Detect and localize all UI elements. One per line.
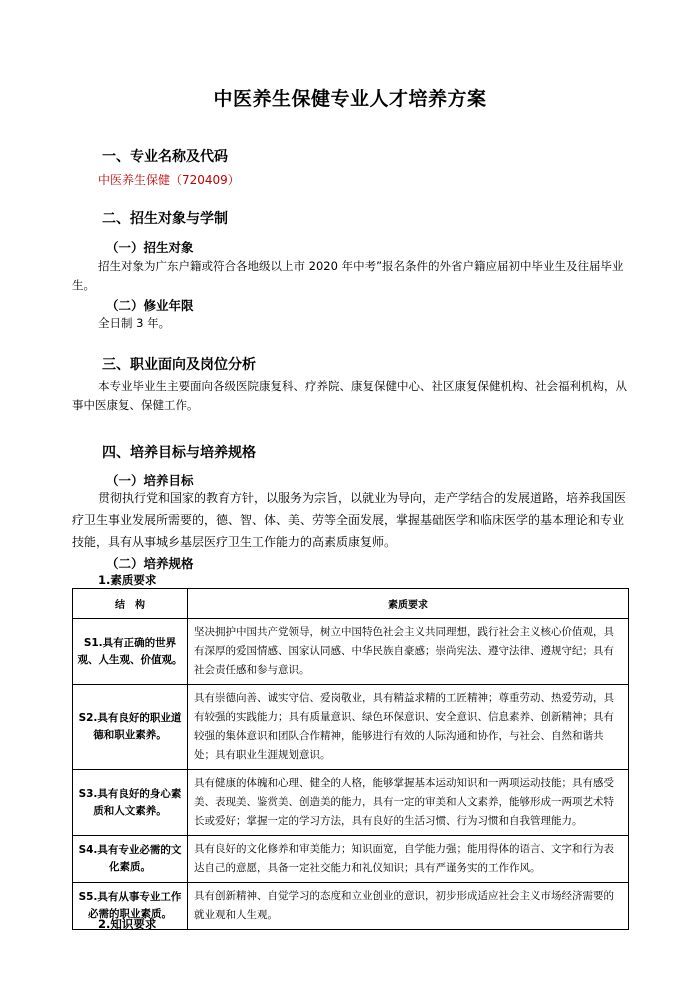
table-row [73,619,629,685]
table-row [73,836,629,883]
document-title: 中医养生保健专业人才培养方案 [213,88,487,110]
section-2-sub2-heading: （二）修业年限 [106,298,194,313]
section-4-heading: 四、培养目标与培养规格 [102,445,256,461]
row-requirement: 坚决拥护中国共产党领导，树立中国特色社会主义共同理想，践行社会主义核心价值观，具有深厚的爱国情感、国家认同感、中华民族自豪感；崇尚宪法、遵守法律、遵规守纪；具有社会责任感和参与意识。 [188,619,629,685]
row-structure: S3.具有良好的身心素质和人文素养。 [73,770,188,836]
row-requirement: 具有健康的体魄和心理、健全的人格，能够掌握基本运动知识和一两项运动技能；具有感受美、表现美、鉴赏美、创造美的能力，具有一定的审美和人文素养，能够形成一两项艺术特长或爱好；掌握一定的学习方法，具有良好的生活习惯、行为习惯和自我管理能力。 [188,770,629,836]
section-4-sub1-heading: （一）培养目标 [106,473,194,488]
row-requirement: 具有良好的文化修养和审美能力；知识面宽，自学能力强；能用得体的语言、文字和行为表达自己的意愿，具备一定社交能力和礼仪知识；具有严谨务实的工作作风。 [188,836,629,883]
table-header-row [73,589,629,619]
row-structure: S1.具有正确的世界观、人生观、价值观。 [73,619,188,685]
quality-requirements-label: 1.素质要求 [98,573,157,587]
row-structure: S4.具有专业必需的文化素质。 [73,836,188,883]
table-row [73,770,629,836]
table-row [73,685,629,770]
study-duration-text: 全日制 3 年。 [98,316,171,330]
row-requirement: 具有创新精神、自觉学习的态度和立业创业的意识，初步形成适应社会主义市场经济需要的就业观和人生观。 [188,883,629,930]
major-name-code: 中医养生保健（720409） [98,173,240,187]
training-goal-text: 贯彻执行党和国家的教育方针，以服务为宗旨，以就业为导向，走产学结合的发展道路，培养我国医疗卫生事业发展所需要的，德、智、体、美、劳等全面发展，掌握基础医学和临床医学的基本理论和专业技能，具有从事城乡基层医疗卫生工作能力的高素质康复师。 [72,491,627,549]
header-structure: 结 构 [73,589,188,619]
knowledge-requirements-label: 2.知识要求 [98,917,157,931]
enrollment-target-text: 招生对象为广东户籍或符合各地级以上市 2020 年中考”报名条件的外省户籍应届初中毕业生及往届毕业生。 [72,259,624,292]
section-2-heading: 二、招生对象与学制 [102,211,228,227]
section-1-heading: 一、专业名称及代码 [102,149,228,165]
section-3-heading: 三、职业面向及岗位分析 [102,357,256,373]
section-4-sub2-heading: （二）培养规格 [106,556,194,571]
career-orientation-text: 本专业毕业生主要面向各级医院康复科、疗养院、康复保健中心、社区康复保健机构、社会福利机构，从事中医康复、保健工作。 [72,379,627,412]
header-requirement: 素质要求 [188,589,629,619]
row-requirement: 具有崇德向善、诚实守信、爱岗敬业，具有精益求精的工匠精神；尊重劳动、热爱劳动，具有较强的实践能力；具有质量意识、绿色环保意识、安全意识、信息素养、创新精神；具有较强的集体意识和团队合作精神，能够进行有效的人际沟通和协作，与社会、自然和谐共处；具有职业生涯规划意识。 [188,685,629,770]
row-structure: S5.具有从事专业工作必需的职业素质。 [73,883,188,930]
section-2-sub1-heading: （一）招生对象 [106,240,194,255]
row-structure: S2.具有良好的职业道德和职业素养。 [73,685,188,770]
quality-requirements-table [72,588,629,930]
